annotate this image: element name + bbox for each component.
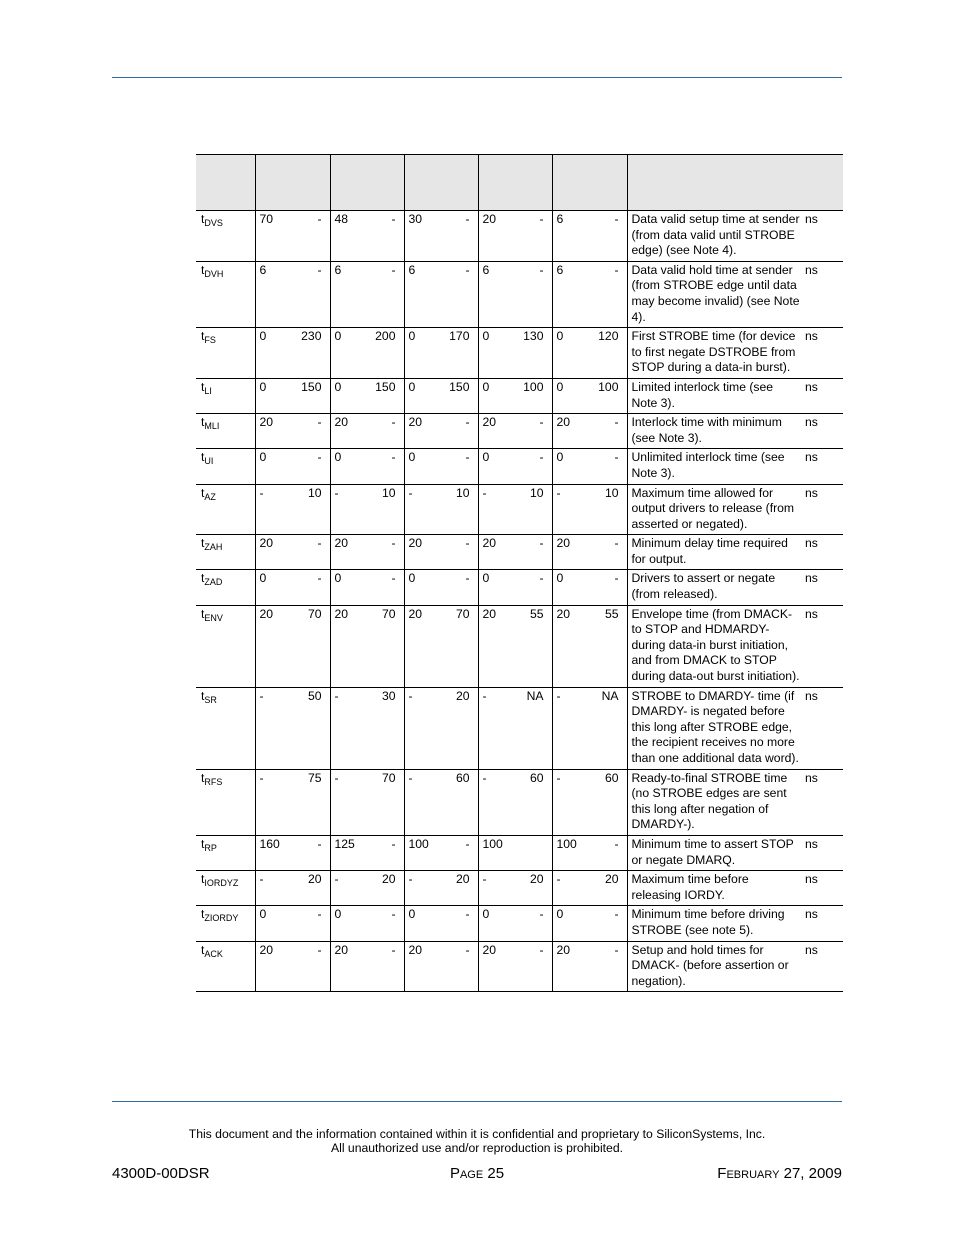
description-cell: Interlock time with minimum (see Note 3). xyxy=(627,414,803,449)
max-value-cell: - xyxy=(367,835,404,870)
parameter-symbol xyxy=(196,449,255,484)
description-cell: First STROBE time (for device to first negate DSTROBE from STOP during a data-in burst). xyxy=(627,328,803,379)
table-row xyxy=(196,941,843,992)
min-value-cell: - xyxy=(478,769,515,835)
unit-cell: ns xyxy=(803,414,843,449)
min-value-cell: 0 xyxy=(404,328,441,379)
confidentiality-line-1: This document and the information contained within it is confidential and proprietary to SiliconSystems, Inc. xyxy=(188,1127,766,1141)
unit-cell: ns xyxy=(803,261,843,327)
max-value-cell: 50 xyxy=(292,687,330,769)
description-cell: Limited interlock time (see Note 3). xyxy=(627,378,803,413)
max-value-cell: 75 xyxy=(292,769,330,835)
symbol-subscript: DVH xyxy=(204,268,224,279)
min-value-cell: 0 xyxy=(478,906,515,941)
min-value-cell: - xyxy=(255,769,292,835)
table-row xyxy=(196,261,843,327)
symbol-subscript: MLI xyxy=(204,421,220,432)
max-value-cell: - xyxy=(441,570,478,605)
min-value-cell: 6 xyxy=(255,261,292,327)
max-value-cell: - xyxy=(589,941,627,992)
parameter-symbol xyxy=(196,211,255,262)
max-value-cell: - xyxy=(515,414,552,449)
max-value-cell: - xyxy=(292,211,330,262)
parameter-symbol xyxy=(196,605,255,687)
max-value-cell: 70 xyxy=(441,605,478,687)
max-value-cell: - xyxy=(515,449,552,484)
table-row xyxy=(196,328,843,379)
max-value-cell: - xyxy=(441,835,478,870)
max-value-cell: - xyxy=(589,570,627,605)
min-value-cell: 20 xyxy=(478,605,515,687)
symbol-letter: t xyxy=(201,450,205,465)
max-value-cell: - xyxy=(515,261,552,327)
min-value-cell: 0 xyxy=(255,449,292,484)
min-value-cell: 6 xyxy=(404,261,441,327)
description-cell: Minimum time to assert STOP or negate DMARQ. xyxy=(627,835,803,870)
symbol-letter: t xyxy=(201,836,205,851)
table-row xyxy=(196,605,843,687)
min-value-cell: 20 xyxy=(478,211,515,262)
min-value-cell: 20 xyxy=(255,941,292,992)
parameter-symbol xyxy=(196,941,255,992)
symbol-letter: t xyxy=(201,770,205,785)
min-value-cell: - xyxy=(404,687,441,769)
max-value-cell: 100 xyxy=(589,378,627,413)
max-value-cell: NA xyxy=(589,687,627,769)
description-cell: Minimum time before driving STROBE (see note 5). xyxy=(627,906,803,941)
max-value-cell: 150 xyxy=(441,378,478,413)
description-cell: Setup and hold times for DMACK- (before assertion or negation). xyxy=(627,941,803,992)
max-value-cell: 55 xyxy=(515,605,552,687)
parameter-symbol xyxy=(196,570,255,605)
max-value-cell: 70 xyxy=(292,605,330,687)
max-value-cell: - xyxy=(292,941,330,992)
header-cell xyxy=(627,155,843,211)
min-value-cell: 0 xyxy=(478,449,515,484)
max-value-cell: - xyxy=(441,906,478,941)
max-value-cell: - xyxy=(589,449,627,484)
unit-cell: ns xyxy=(803,871,843,906)
header-cell xyxy=(404,155,478,211)
min-value-cell: - xyxy=(330,687,367,769)
max-value-cell: - xyxy=(367,449,404,484)
min-value-cell: 0 xyxy=(255,378,292,413)
unit-cell: ns xyxy=(803,449,843,484)
min-value-cell: 20 xyxy=(552,414,589,449)
min-value-cell: 20 xyxy=(255,535,292,570)
min-value-cell: - xyxy=(404,769,441,835)
table-row xyxy=(196,449,843,484)
min-value-cell: - xyxy=(552,871,589,906)
symbol-subscript: FS xyxy=(204,335,216,346)
max-value-cell: 20 xyxy=(589,871,627,906)
max-value-cell: NA xyxy=(515,687,552,769)
timing-table-body xyxy=(196,211,843,992)
symbol-subscript: ZIORDY xyxy=(204,913,239,924)
parameter-symbol xyxy=(196,871,255,906)
max-value-cell: - xyxy=(589,535,627,570)
symbol-letter: t xyxy=(201,212,205,226)
min-value-cell: 70 xyxy=(255,211,292,262)
min-value-cell: 20 xyxy=(404,941,441,992)
max-value-cell: 10 xyxy=(441,484,478,535)
unit-cell: ns xyxy=(803,906,843,941)
symbol-letter: t xyxy=(201,872,205,887)
unit-cell: ns xyxy=(803,769,843,835)
description-cell: Drivers to assert or negate (from released). xyxy=(627,570,803,605)
page-number: Page 25 xyxy=(449,1165,505,1182)
min-value-cell: 0 xyxy=(330,449,367,484)
min-value-cell: 160 xyxy=(255,835,292,870)
max-value-cell: 20 xyxy=(441,687,478,769)
parameter-symbol xyxy=(196,261,255,327)
table-row xyxy=(196,871,843,906)
min-value-cell: 20 xyxy=(255,414,292,449)
min-value-cell: 20 xyxy=(404,605,441,687)
min-value-cell: 6 xyxy=(552,261,589,327)
max-value-cell: 20 xyxy=(367,871,404,906)
table-row xyxy=(196,211,843,262)
max-value-cell: - xyxy=(367,261,404,327)
footer-rule xyxy=(112,1101,842,1102)
max-value-cell: - xyxy=(367,570,404,605)
confidentiality-notice xyxy=(0,1127,954,1155)
max-value-cell: 60 xyxy=(589,769,627,835)
max-value-cell: - xyxy=(292,261,330,327)
unit-cell: ns xyxy=(803,687,843,769)
min-value-cell: - xyxy=(478,687,515,769)
max-value-cell: 10 xyxy=(589,484,627,535)
table-row xyxy=(196,570,843,605)
max-value-cell: - xyxy=(367,211,404,262)
max-value-cell: - xyxy=(515,906,552,941)
max-value-cell: 70 xyxy=(367,769,404,835)
symbol-subscript: ZAH xyxy=(204,542,223,553)
description-cell: Maximum time before releasing IORDY. xyxy=(627,871,803,906)
max-value-cell: - xyxy=(367,941,404,992)
description-cell: Unlimited interlock time (see Note 3). xyxy=(627,449,803,484)
max-value-cell: - xyxy=(367,414,404,449)
min-value-cell: 20 xyxy=(478,941,515,992)
min-value-cell: 0 xyxy=(330,328,367,379)
symbol-subscript: IORDYZ xyxy=(204,878,239,889)
description-cell: Envelope time (from DMACK- to STOP and HDMARDY- during data-in burst initiation, and from DMACK to STOP during data-out burst initiation). xyxy=(627,605,803,687)
unit-cell: ns xyxy=(803,835,843,870)
max-value-cell: - xyxy=(292,535,330,570)
min-value-cell: 30 xyxy=(404,211,441,262)
description-cell: Data valid hold time at sender (from STROBE edge until data may become invalid) (see Note 4). xyxy=(627,261,803,327)
symbol-letter: t xyxy=(201,329,205,344)
confidentiality-line-2: All unauthorized use and/or reproduction is prohibited. xyxy=(330,1141,623,1155)
max-value-cell: 10 xyxy=(292,484,330,535)
min-value-cell: - xyxy=(330,871,367,906)
document-number: 4300D-00DSR xyxy=(112,1165,210,1182)
parameter-symbol xyxy=(196,769,255,835)
table-row xyxy=(196,535,843,570)
symbol-subscript: ENV xyxy=(204,612,223,623)
symbol-subscript: UI xyxy=(204,456,214,467)
max-value-cell: - xyxy=(441,535,478,570)
max-value-cell: - xyxy=(292,906,330,941)
min-value-cell: 20 xyxy=(404,414,441,449)
unit-cell: ns xyxy=(803,484,843,535)
min-value-cell: 0 xyxy=(255,906,292,941)
min-value-cell: 0 xyxy=(330,570,367,605)
min-value-cell: 0 xyxy=(478,328,515,379)
min-value-cell: 6 xyxy=(478,261,515,327)
max-value-cell: - xyxy=(292,414,330,449)
table-row xyxy=(196,687,843,769)
min-value-cell: 20 xyxy=(478,535,515,570)
max-value-cell: - xyxy=(367,535,404,570)
min-value-cell: 20 xyxy=(552,941,589,992)
max-value-cell: - xyxy=(292,449,330,484)
max-value-cell: 55 xyxy=(589,605,627,687)
symbol-subscript: ZAD xyxy=(204,577,223,588)
symbol-letter: t xyxy=(201,379,205,394)
symbol-letter: t xyxy=(201,606,205,621)
min-value-cell: 0 xyxy=(330,906,367,941)
header-cell xyxy=(255,155,330,211)
max-value-cell: - xyxy=(515,570,552,605)
max-value-cell: - xyxy=(515,941,552,992)
symbol-subscript: SR xyxy=(204,694,217,705)
timing-table xyxy=(196,154,843,992)
parameter-symbol xyxy=(196,484,255,535)
min-value-cell: 0 xyxy=(552,906,589,941)
min-value-cell: 0 xyxy=(552,570,589,605)
min-value-cell: 20 xyxy=(255,605,292,687)
max-value-cell: 60 xyxy=(441,769,478,835)
min-value-cell: 20 xyxy=(330,414,367,449)
table-row xyxy=(196,414,843,449)
min-value-cell: 0 xyxy=(552,328,589,379)
min-value-cell: 20 xyxy=(330,605,367,687)
unit-cell: ns xyxy=(803,570,843,605)
max-value-cell: - xyxy=(441,211,478,262)
parameter-symbol xyxy=(196,535,255,570)
min-value-cell: - xyxy=(255,484,292,535)
min-value-cell: 48 xyxy=(330,211,367,262)
max-value-cell: 20 xyxy=(441,871,478,906)
parameter-symbol xyxy=(196,687,255,769)
min-value-cell: - xyxy=(404,871,441,906)
header-cell xyxy=(330,155,404,211)
symbol-letter: t xyxy=(201,571,205,586)
parameter-symbol xyxy=(196,414,255,449)
max-value-cell: - xyxy=(441,941,478,992)
symbol-letter: t xyxy=(201,907,205,922)
max-value-cell: 30 xyxy=(367,687,404,769)
max-value-cell: - xyxy=(515,535,552,570)
document-date: February 27, 2009 xyxy=(717,1165,842,1182)
min-value-cell: 0 xyxy=(330,378,367,413)
min-value-cell: 20 xyxy=(552,605,589,687)
min-value-cell: - xyxy=(330,769,367,835)
max-value-cell: 10 xyxy=(515,484,552,535)
max-value-cell: - xyxy=(589,906,627,941)
description-cell: Data valid setup time at sender (from data valid until STROBE edge) (see Note 4). xyxy=(627,211,803,262)
max-value-cell: - xyxy=(589,261,627,327)
min-value-cell: 125 xyxy=(330,835,367,870)
description-cell: STROBE to DMARDY- time (if DMARDY- is negated before this long after STROBE edge, the recipient receives no more than one additional data word). xyxy=(627,687,803,769)
max-value-cell: 200 xyxy=(367,328,404,379)
min-value-cell: 0 xyxy=(404,906,441,941)
description-cell: Ready-to-final STROBE time (no STROBE edges are sent this long after negation of DMARDY-). xyxy=(627,769,803,835)
symbol-letter: t xyxy=(201,688,205,703)
min-value-cell: - xyxy=(255,687,292,769)
header-rule xyxy=(112,77,842,78)
min-value-cell: 20 xyxy=(330,941,367,992)
max-value-cell: - xyxy=(441,261,478,327)
min-value-cell: - xyxy=(552,769,589,835)
table-row xyxy=(196,835,843,870)
max-value-cell: - xyxy=(292,570,330,605)
min-value-cell: - xyxy=(330,484,367,535)
min-value-cell: 0 xyxy=(552,378,589,413)
max-value-cell: 20 xyxy=(515,871,552,906)
table-row xyxy=(196,906,843,941)
symbol-subscript: RP xyxy=(204,842,217,853)
min-value-cell: - xyxy=(404,484,441,535)
parameter-symbol xyxy=(196,328,255,379)
max-value-cell: 150 xyxy=(292,378,330,413)
min-value-cell: - xyxy=(552,484,589,535)
table-row xyxy=(196,378,843,413)
min-value-cell: 0 xyxy=(478,378,515,413)
unit-cell: ns xyxy=(803,605,843,687)
min-value-cell: 0 xyxy=(255,328,292,379)
symbol-subscript: RFS xyxy=(204,776,223,787)
max-value-cell: 130 xyxy=(515,328,552,379)
min-value-cell: 6 xyxy=(552,211,589,262)
max-value-cell: - xyxy=(515,211,552,262)
symbol-subscript: LI xyxy=(204,385,212,396)
min-value-cell: - xyxy=(478,484,515,535)
max-value-cell: 20 xyxy=(292,871,330,906)
min-value-cell: - xyxy=(255,871,292,906)
table-header-row xyxy=(196,155,843,211)
symbol-subscript: ACK xyxy=(204,948,223,959)
min-value-cell: 100 xyxy=(404,835,441,870)
header-cell xyxy=(552,155,627,211)
symbol-subscript: AZ xyxy=(204,491,216,502)
max-value-cell: - xyxy=(441,414,478,449)
max-value-cell: 70 xyxy=(367,605,404,687)
max-value-cell: 100 xyxy=(515,378,552,413)
min-value-cell: 20 xyxy=(478,414,515,449)
max-value-cell: - xyxy=(589,414,627,449)
max-value-cell: 60 xyxy=(515,769,552,835)
min-value-cell: 100 xyxy=(478,835,515,870)
max-value-cell: - xyxy=(589,835,627,870)
symbol-letter: t xyxy=(201,485,205,500)
min-value-cell: 20 xyxy=(404,535,441,570)
symbol-letter: t xyxy=(201,942,205,957)
max-value-cell: - xyxy=(589,211,627,262)
symbol-letter: t xyxy=(201,262,205,277)
parameter-symbol xyxy=(196,906,255,941)
min-value-cell: 20 xyxy=(330,535,367,570)
max-value-cell xyxy=(515,835,552,870)
min-value-cell: 100 xyxy=(552,835,589,870)
unit-cell: ns xyxy=(803,211,843,262)
table-row xyxy=(196,769,843,835)
max-value-cell: 10 xyxy=(367,484,404,535)
max-value-cell: 230 xyxy=(292,328,330,379)
table-row xyxy=(196,484,843,535)
min-value-cell: - xyxy=(552,687,589,769)
min-value-cell: 0 xyxy=(255,570,292,605)
unit-cell: ns xyxy=(803,941,843,992)
description-cell: Minimum delay time required for output. xyxy=(627,535,803,570)
max-value-cell: - xyxy=(292,835,330,870)
unit-cell: ns xyxy=(803,328,843,379)
max-value-cell: - xyxy=(367,906,404,941)
header-cell xyxy=(478,155,552,211)
min-value-cell: 0 xyxy=(404,449,441,484)
max-value-cell: 150 xyxy=(367,378,404,413)
min-value-cell: 0 xyxy=(552,449,589,484)
description-cell: Maximum time allowed for output drivers to release (from asserted or negated). xyxy=(627,484,803,535)
symbol-subscript: DVS xyxy=(204,218,223,228)
parameter-symbol xyxy=(196,835,255,870)
min-value-cell: 0 xyxy=(404,378,441,413)
symbol-letter: t xyxy=(201,536,205,551)
symbol-letter: t xyxy=(201,415,205,430)
min-value-cell: 20 xyxy=(552,535,589,570)
min-value-cell: - xyxy=(478,871,515,906)
min-value-cell: 0 xyxy=(478,570,515,605)
max-value-cell: 170 xyxy=(441,328,478,379)
min-value-cell: 6 xyxy=(330,261,367,327)
parameter-symbol xyxy=(196,378,255,413)
max-value-cell: - xyxy=(441,449,478,484)
unit-cell: ns xyxy=(803,378,843,413)
header-cell xyxy=(196,155,255,211)
unit-cell: ns xyxy=(803,535,843,570)
max-value-cell: 120 xyxy=(589,328,627,379)
min-value-cell: 0 xyxy=(404,570,441,605)
